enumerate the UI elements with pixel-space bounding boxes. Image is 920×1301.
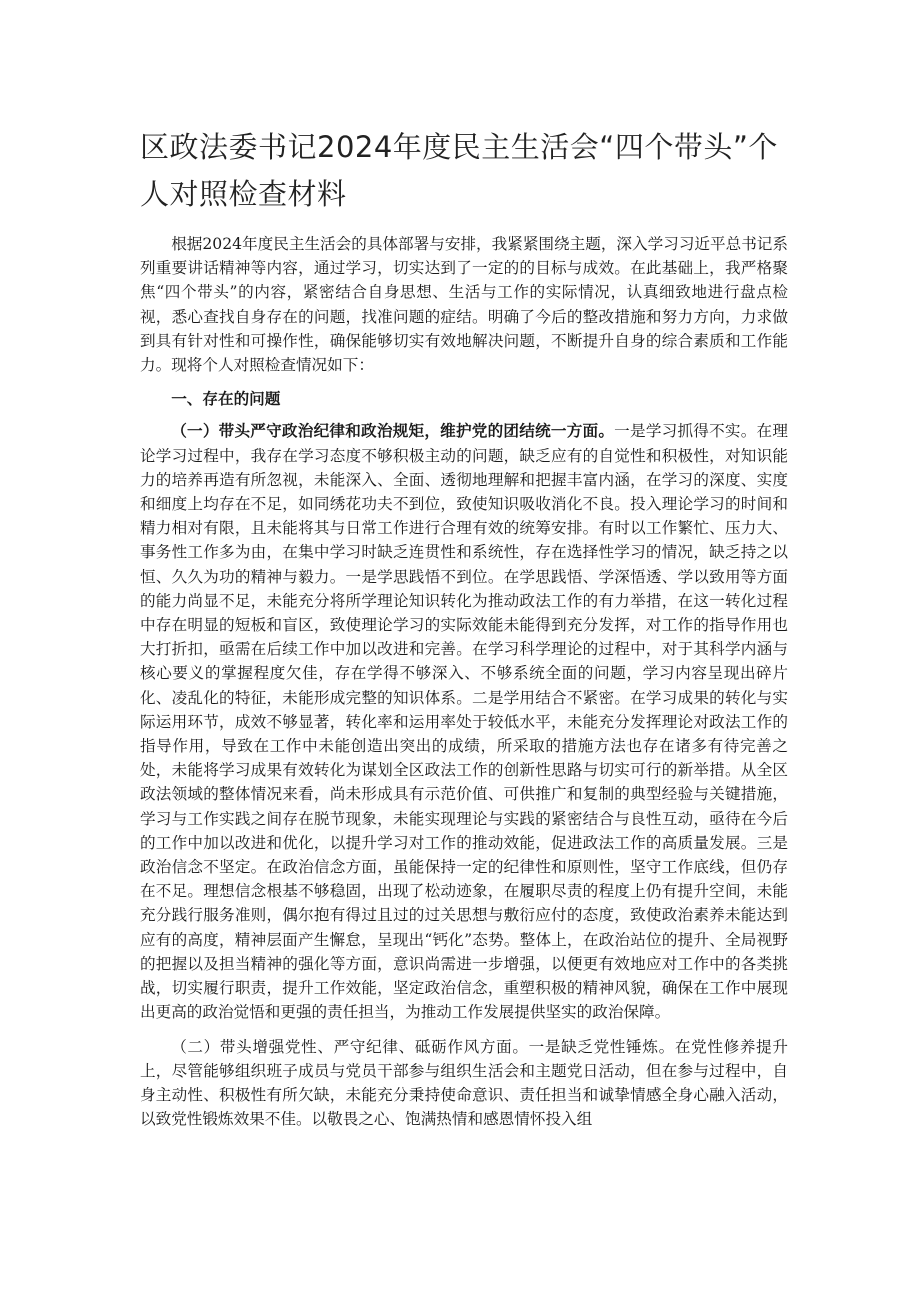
item2-lead: （二）带头增强党性、严守纪律、砥砺作风方面。: [171, 1037, 529, 1056]
document-title: 区政法委书记2024年度民主生活会“四个带头”个人对照检查材料: [140, 130, 778, 211]
item2-body: 一是缺乏党性锤炼。在党性修养提升上，尽管能够组织班子成员与党员干部参与组织生活会和主题党日活动，但在参与过程中，自身主动性、积极性有所欠缺，未能充分秉持使命意识、责任担当和诚挚情感全身心融入活动，以致党性锻炼效果不佳。以敬畏之心、饱满热情和感恩情怀投入组: [140, 1037, 788, 1129]
intro-paragraph: 根据2024年度民主生活会的具体部署与安排，我紧紧围绕主题，深入学习习近平总书记系列重要讲话精神等内容，通过学习，切实达到了一定的的目标与成效。在此基础上，我严格聚焦“四个带头”的内容，紧密结合自身思想、生活与工作的实际情况，认真细致地进行盘点检视，悉心查找自身存在的问题，找准问题的症结。明确了今后的整改措施和努力方向，力求做到具有针对性和可操作性，确保能够切实有效地解决问题，不断提升自身的综合素质和工作能力。现将个人对照检查情况如下：: [140, 235, 788, 375]
section-heading-problems: 一、存在的问题: [171, 390, 281, 409]
item1-lead: （一）带头严守政治纪律和政治规矩，维护党的团结统一方面。: [171, 422, 615, 441]
item1-body: 一是学习抓得不实。在理论学习过程中，我存在学习态度不够积极主动的问题，缺乏应有的自觉性和积极性，对知识能力的培养再造有所忽视，未能深入、全面、透彻地理解和把握丰富内涵，在学习的深度、实度和细度上均存在不足，如同绣花功夫不到位，致使知识吸收消化不良。投入理论学习的时间和精力相对有限，且未能将其与日常工作进行合理有效的统筹安排。有时以工作繁忙、压力大、事务性工作多为由，在集中学习时缺乏连贯性和系统性，存在选择性学习的情况，缺乏持之以恒、久久为功的精神与毅力。一是学思践悟不到位。在学思践悟、学深悟透、学以致用等方面的能力尚显不足，未能充分将所学理论知识转化为推动政法工作的有力举措，在这一转化过程中存在明显的短板和盲区，致使理论学习的实际效能未能得到充分发挥，对工作的指导作用也大打折扣，亟需在后续工作中加以改进和完善。在学习科学理论的过程中，对于其科学内涵与核心要义的掌握程度欠佳，存在学得不够深入、不够系统全面的问题，学习内容呈现出碎片化、凌乱化的特征，未能形成完整的知识体系。二是学用结合不紧密。在学习成果的转化与实际运用环节，成效不够显著，转化率和运用率处于较低水平，未能充分发挥理论对政法工作的指导作用，导致在工作中未能创造出突出的成绩，所采取的措施方法也存在诸多有待完善之处，未能将学习成果有效转化为谋划全区政法工作的创新性思路与切实可行的新举措。从全区政法领域的整体情况来看，尚未形成具有示范价值、可供推广和复制的典型经验与关键措施，学习与工作实践之间存在脱节现象，未能实现理论与实践的紧密结合与良性互动，亟待在今后的工作中加以改进和优化，以提升学习对工作的推动效能，促进政法工作的高质量发展。三是政治信念不坚定。在政治信念方面，虽能保持一定的纪律性和原则性，坚守工作底线，但仍存在不足。理想信念根基不够稳固，出现了松动迹象，在履职尽责的程度上仍有提升空间，未能充分践行服务准则，偶尔抱有得过且过的过关思想与敷衍应付的态度，致使政治素养未能达到应有的高度，精神层面产生懈怠，呈现出“钙化”态势。整体上，在政治站位的提升、全局视野的把握以及担当精神的强化等方面，意识尚需进一步增强，以便更有效地应对工作中的各类挑战，切实履行职责，提升工作效能，坚定政治信念，重塑积极的精神风貌，确保在工作中展现出更高的政治觉悟和更强的责任担当，为推动工作发展提供坚实的政治保障。: [140, 422, 788, 1022]
item1-paragraph: [140, 419, 788, 1024]
item2-paragraph: [140, 1035, 788, 1132]
document-page: [140, 124, 788, 1131]
